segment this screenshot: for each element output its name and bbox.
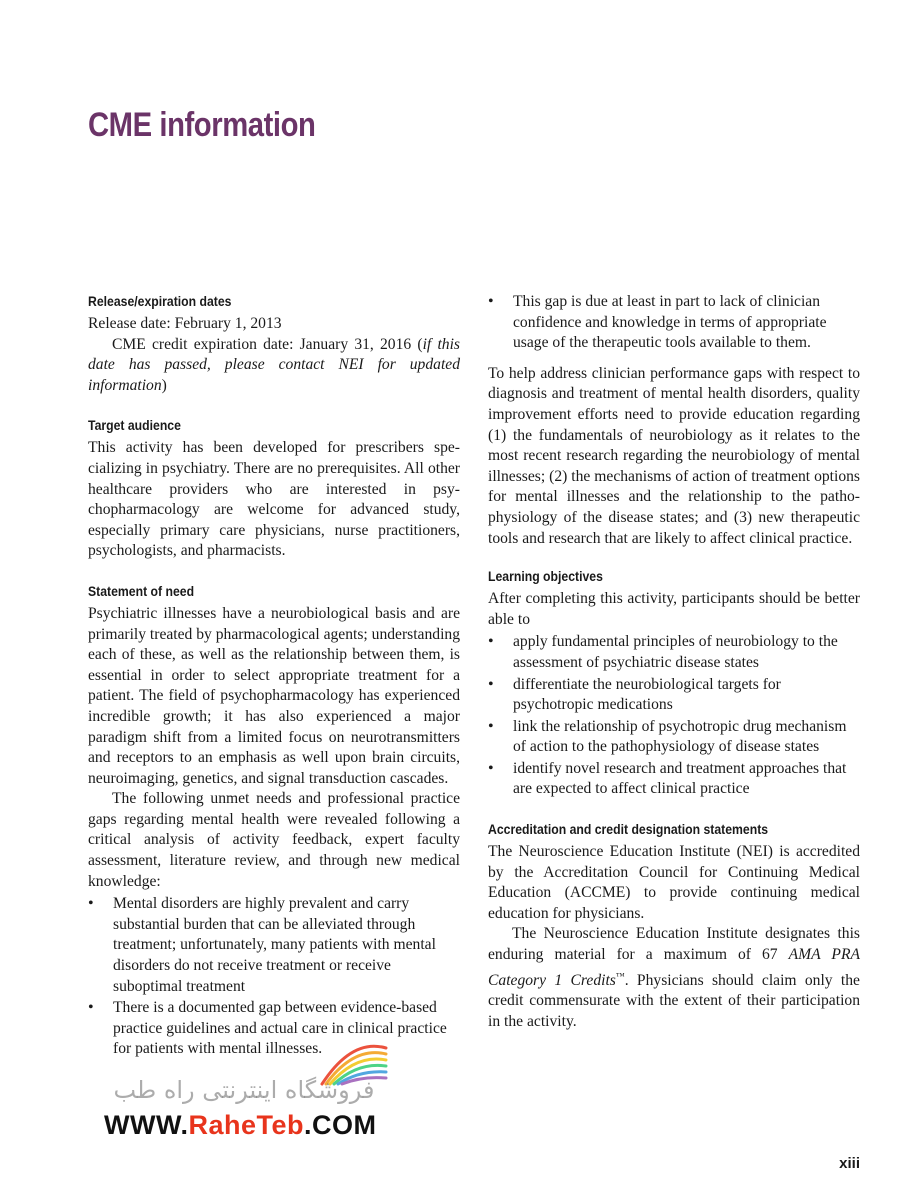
need-paragraph-2: The following unmet needs and professional practice gaps regarding mental health were revealed following a critical analysis of activity feedback, expert faculty assessment, literature review, and through new medical knowledge: <box>88 790 460 890</box>
expiration-suffix: ) <box>161 376 167 394</box>
right-column <box>488 292 860 1053</box>
watermark-url <box>104 1110 377 1141</box>
objectives-heading: Learning objectives <box>488 569 603 585</box>
objectives-bullet-list <box>488 632 860 800</box>
release-date: Release date: February 1, 2013 <box>88 315 282 332</box>
watermark-url-prefix: WWW. <box>104 1110 189 1140</box>
expiration-date <box>88 335 460 397</box>
list-item: • There is a documented gap between evidence-based practice guidelines and actual care in clinical practice for patients with mental illnesses. <box>88 998 460 1060</box>
watermark-url-brand: RaheTeb <box>188 1110 304 1140</box>
release-section <box>88 292 460 396</box>
watermark-url-suffix: .COM <box>304 1110 377 1140</box>
need-paragraph-1: Psychiatric illnesses have a neurobiological basis and are primarily treated by pharmacological agents; understanding each of these, as well as the relationship between them, is essential in order to select appropriate treatment for a patient. The field of psychopharmacology has experienced incredible growth; it has also experienced a major paradigm shift from a limited focus on neurotransmitters and receptors to an emphasis as well upon brain circuits, neuroimaging, genetics, and signal transduction cascades. <box>88 604 460 787</box>
audience-section <box>88 416 460 562</box>
list-item: • differentiate the neurobiological targets for psychotropic medications <box>488 675 860 716</box>
need-paragraph-3: To help address clinician performance gaps with respect to diagnosis and treatment of mental health disorders, quality improvement efforts need to provide education regarding (1) the fundamentals of neurobiology as it relates to the most recent research regarding the neurobiology of mental illnesses; (2) the mechanisms of action of treatment options for mental illnesses and the relationship to the pathophysiology of the disease states; and (3) new therapeutic tools and research that are likely to affect clinical practice. <box>488 364 860 547</box>
release-heading: Release/expiration dates <box>88 294 232 309</box>
accreditation-p2-suffix: . Physicians should claim only the credit commensurate with the extent of their participation in the activity. <box>488 971 860 1030</box>
objectives-intro: After completing this activity, participants should be better able to <box>488 590 860 628</box>
objectives-section <box>488 567 860 800</box>
audience-heading: Target audience <box>88 418 181 434</box>
audience-text: This activity has been developed for prescribers specializing in psychiatry. There are no prerequisites. All other healthcare providers who are interested in psychopharmacology are welcome for advanced study, especially primary care physicians, nurse practitioners, psychologists, and pharmacists. <box>88 439 460 560</box>
page-title: CME information <box>88 106 316 144</box>
ama-credits: AMA PRA Category 1 Credits <box>488 946 861 989</box>
need-heading: Statement of need <box>88 583 195 599</box>
need-continued-bullet-list <box>488 292 860 354</box>
list-item: • identify novel research and treatment approaches that are expected to affect clinical practice <box>488 759 860 800</box>
need-bullet-list <box>88 894 460 1060</box>
accreditation-section <box>488 820 860 1033</box>
trademark-symbol: ™ <box>615 970 625 981</box>
list-item: • apply fundamental principles of neurobiology to the assessment of psychiatric disease states <box>488 632 860 673</box>
accreditation-p2-prefix: The Neuroscience Education Institute designates this enduring material for a maximum of 67 <box>488 925 860 964</box>
accreditation-paragraph-2 <box>488 924 860 1032</box>
expiration-prefix: CME credit expiration date: January 31, 2016 ( <box>112 335 423 353</box>
page-number: xiii <box>839 1155 860 1172</box>
left-column <box>88 292 460 1080</box>
list-item: • This gap is due at least in part to lack of clinician confidence and knowledge in terms of appropriate usage of the therapeutic tools available to them. <box>488 292 860 354</box>
watermark-arabic-text: فروشگاه اینترنتی راه طب <box>113 1076 375 1104</box>
accreditation-heading: Accreditation and credit designation statements <box>488 822 769 838</box>
list-item: • link the relationship of psychotropic drug mechanism of action to the pathophysiology of disease states <box>488 717 860 758</box>
expiration-note: if this date has passed, please contact NEI for updated information <box>88 335 460 394</box>
list-item: • Mental disorders are highly prevalent and carry substantial burden that can be alleviated through treatment; unfortunately, many patients with mental disorders do not receive treatment or receive suboptimal treatment <box>88 894 460 997</box>
accreditation-paragraph-1: The Neuroscience Education Institute (NEI) is accredited by the Accreditation Council for Continuing Medical Education (ACCME) to provide continuing medical education for physicians. <box>488 843 860 922</box>
need-continued-section <box>488 292 860 549</box>
need-section <box>88 582 460 1060</box>
